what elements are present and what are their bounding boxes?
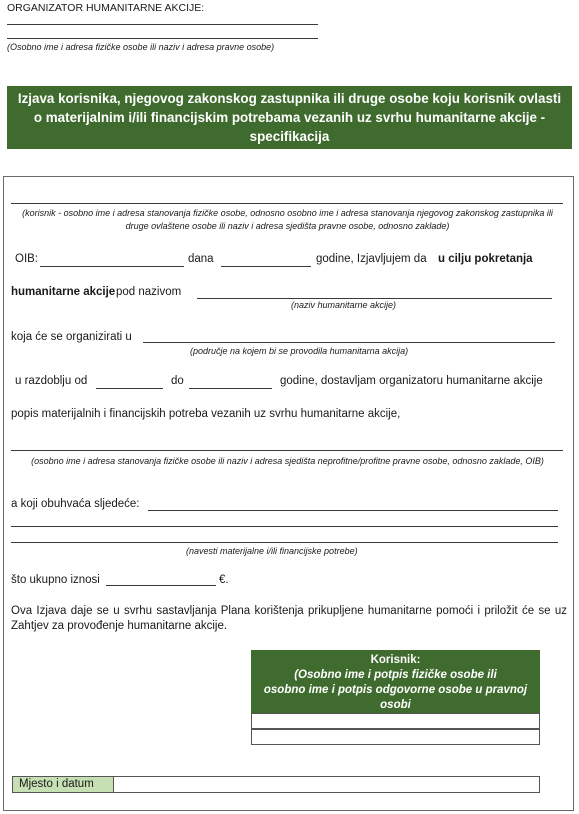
- naziv-field[interactable]: [197, 298, 552, 299]
- pod-nazivom: pod nazivom: [116, 286, 182, 298]
- popis-text: popis materijalnih i financijskih potreba vezanih uz svrhu humanitarne akcije,: [11, 408, 401, 420]
- korisnik-heading: Korisnik:: [370, 654, 421, 666]
- organizer-caption: (Osobno ime i adresa fizičke osobe ili naziv i adresa pravne osobe): [7, 42, 275, 52]
- do-label: do: [171, 375, 184, 387]
- organizer-label: ORGANIZATOR HUMANITARNE AKCIJE:: [7, 2, 205, 14]
- mjesto-datum-label: Mjesto i datum: [13, 777, 114, 792]
- organizer-line-1[interactable]: [7, 24, 318, 25]
- podrucje-caption: (područje na kojem bi se provodila humanitarna akcija): [190, 346, 409, 356]
- document-title-text: Izjava korisnika, njegovog zakonskog zastupnika ili druge osobe koju korisnik ovlasti o materijalnim i/ili financijskim potrebama vezanih uz svrhu humanitarne akcije - specifikacija: [17, 91, 562, 144]
- iznos-field[interactable]: [106, 585, 216, 586]
- oib-label: OIB:: [15, 253, 39, 265]
- godine-label: godine, Izjavljujem da: [316, 253, 427, 265]
- korisnik-line[interactable]: [11, 203, 563, 204]
- potrebe-field-1[interactable]: [148, 510, 558, 511]
- euro-label: €.: [219, 574, 229, 586]
- date-field[interactable]: [221, 266, 311, 267]
- ukupno-label: što ukupno iznosi: [11, 574, 100, 586]
- korisnik-caption: (korisnik - osobno ime i adresa stanovanja fizičke osobe, odnosno osobno ime i adresa stanovanja njegovog zakonskog zastupnika ili druge ovlaštene osobe ili naziv i adresa sjedišta pravne osobe, odnosno zaklade): [22, 208, 553, 231]
- signature-box-1[interactable]: [251, 713, 540, 729]
- dana-label: dana: [188, 253, 214, 265]
- cilj-bold: u cilju pokretanja: [438, 253, 533, 265]
- organizator-field[interactable]: [11, 450, 563, 451]
- razdoblje-label: u razdoblju od: [15, 375, 88, 387]
- navesti-caption: (navesti materijalne i/ili financijske potrebe): [186, 546, 358, 556]
- document-title: [7, 86, 572, 149]
- mjesto-datum-field[interactable]: [12, 776, 540, 793]
- neprofitne-caption: (osobno ime i adresa stanovanja fizičke osobe ili naziv i adresa sjedišta neprofitne/profitne pravne osobe, odnosno zaklade, OIB): [31, 456, 544, 466]
- koja-label: koja će se organizirati u: [11, 331, 132, 343]
- podrucje-field[interactable]: [143, 342, 555, 343]
- korisnik-line-2: osobno ime i potpis odgovorne osobe u pravnoj osobi: [263, 684, 528, 711]
- closing-paragraph: Ova Izjava daje se u svrhu sastavljanja Plana korištenja prikupljene humanitarne pomoći i priložit će se uz Zahtjev za provođenje humanitarne akcije.: [11, 605, 567, 632]
- korisnik-line-1: (Osobno ime i potpis fizičke osobe ili: [294, 669, 497, 681]
- oib-field[interactable]: [40, 266, 184, 267]
- dostavljam-label: godine, dostavljam organizatoru humanitarne akcije: [280, 375, 543, 387]
- od-field[interactable]: [96, 388, 163, 389]
- potrebe-field-2[interactable]: [11, 526, 558, 527]
- organizer-line-2[interactable]: [7, 38, 318, 39]
- korisnik-line-3: ili zakladi, te pečat): [343, 714, 448, 726]
- do-field[interactable]: [189, 388, 272, 389]
- obuhvaca-label: a koji obuhvaća sljedeće:: [11, 498, 140, 510]
- signature-box-2[interactable]: [251, 729, 540, 745]
- potrebe-field-3[interactable]: [11, 542, 558, 543]
- korisnik-signature-header: [251, 650, 540, 726]
- naziv-caption: (naziv humanitarne akcije): [291, 300, 397, 310]
- humanitarne-bold: humanitarne akcije: [11, 286, 116, 298]
